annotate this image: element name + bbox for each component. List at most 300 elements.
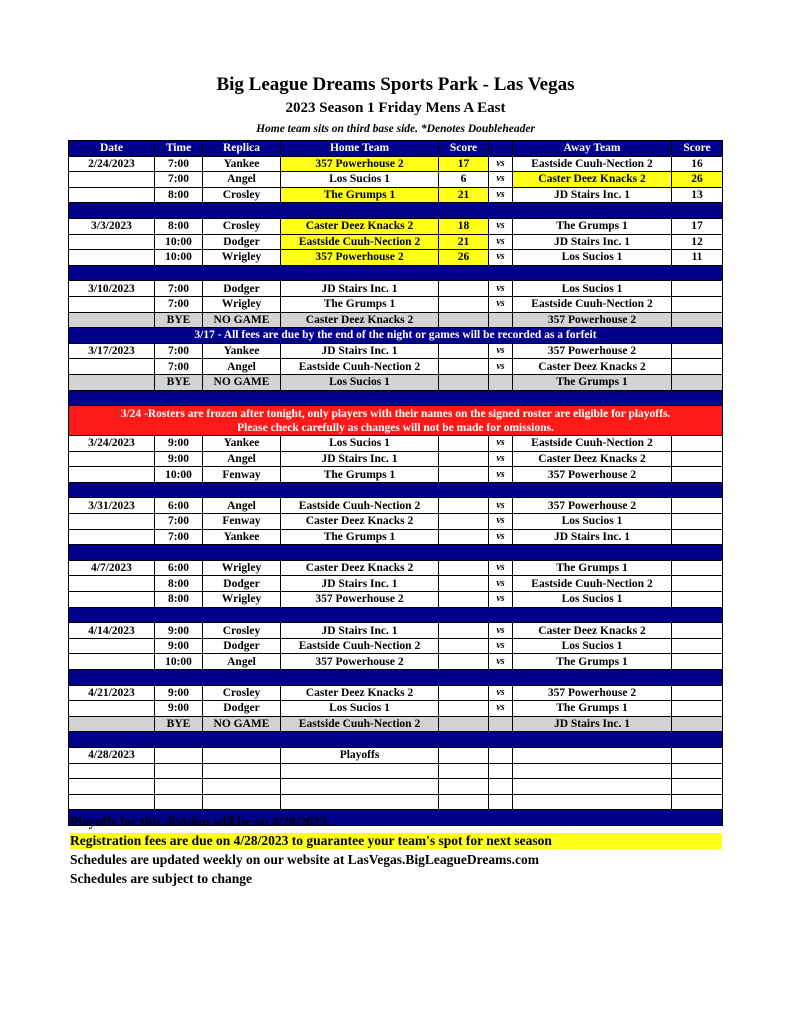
home-score-cell <box>439 592 489 608</box>
date-cell: 4/28/2023 <box>69 747 155 763</box>
home-team-cell: Eastside Cuuh-Nection 2 <box>281 716 439 732</box>
separator-cell <box>69 482 723 498</box>
separator-cell <box>69 390 723 406</box>
date-cell: 3/17/2023 <box>69 343 155 359</box>
home-score-cell <box>439 747 489 763</box>
date-cell <box>69 763 155 779</box>
vs-cell: vs <box>489 156 513 172</box>
date-cell <box>69 779 155 795</box>
away-score-cell <box>672 685 723 701</box>
vs-cell <box>489 779 513 795</box>
time-cell: 9:00 <box>155 451 203 467</box>
game-row <box>69 218 723 234</box>
time-cell: 7:00 <box>155 359 203 375</box>
date-cell <box>69 638 155 654</box>
away-team-cell: Eastside Cuuh-Nection 2 <box>513 576 672 592</box>
replica-cell: Angel <box>203 451 281 467</box>
alert-line: Please check carefully as changes will not be made for omissions. <box>237 421 554 434</box>
away-score-cell: 17 <box>672 218 723 234</box>
replica-cell: Dodger <box>203 234 281 250</box>
home-score-cell: 21 <box>439 234 489 250</box>
away-score-cell: 26 <box>672 172 723 188</box>
away-team-cell: Los Sucios 1 <box>513 592 672 608</box>
vs-cell: vs <box>489 359 513 375</box>
replica-cell: Crosley <box>203 685 281 701</box>
notice-row <box>69 328 723 344</box>
replica-cell: Dodger <box>203 701 281 717</box>
replica-cell: Dodger <box>203 638 281 654</box>
home-score-cell <box>439 763 489 779</box>
game-row <box>69 234 723 250</box>
away-team-cell: JD Stairs Inc. 1 <box>513 716 672 732</box>
time-cell: 7:00 <box>155 156 203 172</box>
home-team-cell: Caster Deez Knacks 2 <box>281 560 439 576</box>
date-cell: 3/24/2023 <box>69 436 155 452</box>
away-score-cell <box>672 654 723 670</box>
separator-cell <box>69 732 723 748</box>
home-score-cell <box>439 451 489 467</box>
away-score-cell <box>672 560 723 576</box>
bye-row <box>69 374 723 390</box>
separator-cell <box>69 670 723 686</box>
replica-cell: Crosley <box>203 218 281 234</box>
date-cell <box>69 576 155 592</box>
separator-cell <box>69 545 723 561</box>
away-team-cell: 357 Powerhouse 2 <box>513 685 672 701</box>
home-team-cell: The Grumps 1 <box>281 529 439 545</box>
replica-cell: Fenway <box>203 514 281 530</box>
home-score-cell <box>439 498 489 514</box>
home-score-cell <box>439 343 489 359</box>
column-header: Time <box>155 141 203 157</box>
home-score-cell: 6 <box>439 172 489 188</box>
footer-website: Schedules are updated weekly on our website at LasVegas.BigLeagueDreams.com <box>70 852 540 867</box>
home-score-cell <box>439 467 489 483</box>
home-team-cell: Los Sucios 1 <box>281 172 439 188</box>
away-team-cell: Los Sucios 1 <box>513 250 672 266</box>
replica-cell: Angel <box>203 654 281 670</box>
game-row <box>69 250 723 266</box>
separator-cell <box>69 203 723 219</box>
bye-row <box>69 716 723 732</box>
separator-row <box>69 732 723 748</box>
vs-cell <box>489 716 513 732</box>
time-cell: 10:00 <box>155 654 203 670</box>
away-score-cell <box>672 623 723 639</box>
footer-disclaimer: Schedules are subject to change <box>70 871 252 886</box>
away-team-cell <box>513 794 672 810</box>
away-score-cell <box>672 576 723 592</box>
home-score-cell <box>439 685 489 701</box>
vs-cell: vs <box>489 638 513 654</box>
separator-row <box>69 265 723 281</box>
time-cell: 9:00 <box>155 685 203 701</box>
away-team-cell: Eastside Cuuh-Nection 2 <box>513 296 672 312</box>
away-score-cell <box>672 779 723 795</box>
date-cell <box>69 187 155 203</box>
away-score-cell <box>672 638 723 654</box>
game-row <box>69 638 723 654</box>
away-score-cell: 13 <box>672 187 723 203</box>
home-team-cell: Eastside Cuuh-Nection 2 <box>281 638 439 654</box>
game-row <box>69 779 723 795</box>
separator-row <box>69 203 723 219</box>
date-cell: 4/14/2023 <box>69 623 155 639</box>
game-row <box>69 654 723 670</box>
time-cell: 10:00 <box>155 467 203 483</box>
vs-cell: vs <box>489 250 513 266</box>
game-row <box>69 592 723 608</box>
away-team-cell: The Grumps 1 <box>513 374 672 390</box>
vs-cell: vs <box>489 560 513 576</box>
away-team-cell: Los Sucios 1 <box>513 638 672 654</box>
date-cell <box>69 172 155 188</box>
time-cell <box>155 779 203 795</box>
date-cell <box>69 374 155 390</box>
separator-row <box>69 545 723 561</box>
away-team-cell: Caster Deez Knacks 2 <box>513 451 672 467</box>
home-score-cell <box>439 281 489 297</box>
home-score-cell <box>439 359 489 375</box>
time-cell: BYE <box>155 312 203 328</box>
replica-cell: Angel <box>203 359 281 375</box>
game-row <box>69 747 723 763</box>
time-cell: 10:00 <box>155 250 203 266</box>
date-cell <box>69 654 155 670</box>
home-score-cell <box>439 779 489 795</box>
home-team-cell: JD Stairs Inc. 1 <box>281 343 439 359</box>
vs-cell <box>489 763 513 779</box>
game-row <box>69 763 723 779</box>
date-cell: 3/3/2023 <box>69 218 155 234</box>
schedule-note: Home team sits on third base side. *Denotes Doubleheader <box>256 123 535 135</box>
home-score-cell <box>439 623 489 639</box>
away-score-cell <box>672 296 723 312</box>
away-team-cell: The Grumps 1 <box>513 654 672 670</box>
replica-cell: Wrigley <box>203 560 281 576</box>
date-cell <box>69 514 155 530</box>
game-row <box>69 281 723 297</box>
away-team-cell: Los Sucios 1 <box>513 281 672 297</box>
away-score-cell <box>672 716 723 732</box>
column-header: Away Team <box>513 141 672 157</box>
vs-cell: vs <box>489 451 513 467</box>
replica-cell <box>203 747 281 763</box>
time-cell: 7:00 <box>155 296 203 312</box>
home-score-cell <box>439 716 489 732</box>
away-team-cell <box>513 779 672 795</box>
replica-cell: Wrigley <box>203 250 281 266</box>
date-cell: 4/21/2023 <box>69 685 155 701</box>
replica-cell: Yankee <box>203 436 281 452</box>
replica-cell: Dodger <box>203 576 281 592</box>
time-cell: 8:00 <box>155 218 203 234</box>
alert-row <box>69 406 723 436</box>
column-header <box>489 141 513 157</box>
vs-cell: vs <box>489 343 513 359</box>
time-cell: 6:00 <box>155 560 203 576</box>
date-cell: 3/31/2023 <box>69 498 155 514</box>
date-cell <box>69 794 155 810</box>
date-cell <box>69 592 155 608</box>
date-cell <box>69 250 155 266</box>
vs-cell: vs <box>489 529 513 545</box>
date-cell: 4/7/2023 <box>69 560 155 576</box>
away-team-cell <box>513 763 672 779</box>
alert-cell <box>69 406 723 436</box>
home-score-cell: 26 <box>439 250 489 266</box>
home-score-cell <box>439 576 489 592</box>
away-score-cell <box>672 374 723 390</box>
away-team-cell: The Grumps 1 <box>513 218 672 234</box>
time-cell: 7:00 <box>155 172 203 188</box>
home-score-cell <box>439 638 489 654</box>
home-team-cell: Los Sucios 1 <box>281 701 439 717</box>
game-row <box>69 359 723 375</box>
time-cell <box>155 747 203 763</box>
vs-cell <box>489 747 513 763</box>
away-score-cell <box>672 592 723 608</box>
replica-cell: NO GAME <box>203 374 281 390</box>
vs-cell: vs <box>489 576 513 592</box>
away-team-cell: JD Stairs Inc. 1 <box>513 187 672 203</box>
away-score-cell <box>672 281 723 297</box>
column-header: Score <box>672 141 723 157</box>
game-row <box>69 451 723 467</box>
header-row <box>69 141 723 157</box>
date-cell <box>69 467 155 483</box>
game-row <box>69 529 723 545</box>
notice-text: 3/17 - All fees are due by the end of the night or games will be recorded as a forfeit <box>69 328 723 344</box>
column-header: Replica <box>203 141 281 157</box>
home-team-cell: 357 Powerhouse 2 <box>281 592 439 608</box>
away-team-cell <box>513 747 672 763</box>
away-team-cell: 357 Powerhouse 2 <box>513 467 672 483</box>
away-score-cell <box>672 312 723 328</box>
game-row <box>69 514 723 530</box>
away-score-cell: 12 <box>672 234 723 250</box>
home-team-cell: Caster Deez Knacks 2 <box>281 312 439 328</box>
game-row <box>69 576 723 592</box>
game-row <box>69 343 723 359</box>
date-cell <box>69 529 155 545</box>
date-cell: 3/10/2023 <box>69 281 155 297</box>
game-row <box>69 296 723 312</box>
away-team-cell: 357 Powerhouse 2 <box>513 498 672 514</box>
away-score-cell <box>672 498 723 514</box>
home-team-cell: The Grumps 1 <box>281 467 439 483</box>
separator-row <box>69 482 723 498</box>
vs-cell: vs <box>489 685 513 701</box>
home-score-cell: 18 <box>439 218 489 234</box>
home-team-cell: JD Stairs Inc. 1 <box>281 451 439 467</box>
home-team-cell <box>281 763 439 779</box>
game-row <box>69 701 723 717</box>
away-score-cell <box>672 359 723 375</box>
time-cell <box>155 763 203 779</box>
home-score-cell <box>439 560 489 576</box>
date-cell <box>69 312 155 328</box>
separator-row <box>69 390 723 406</box>
home-team-cell: Los Sucios 1 <box>281 374 439 390</box>
home-score-cell <box>439 794 489 810</box>
replica-cell: Yankee <box>203 343 281 359</box>
vs-cell: vs <box>489 436 513 452</box>
replica-cell: Wrigley <box>203 296 281 312</box>
home-team-cell: Los Sucios 1 <box>281 436 439 452</box>
game-row <box>69 560 723 576</box>
home-team-cell: JD Stairs Inc. 1 <box>281 281 439 297</box>
vs-cell: vs <box>489 592 513 608</box>
vs-cell: vs <box>489 467 513 483</box>
time-cell: 6:00 <box>155 498 203 514</box>
vs-cell <box>489 312 513 328</box>
away-score-cell <box>672 451 723 467</box>
home-team-cell: Eastside Cuuh-Nection 2 <box>281 359 439 375</box>
column-header: Date <box>69 141 155 157</box>
game-row <box>69 685 723 701</box>
home-score-cell: 21 <box>439 187 489 203</box>
separator-row <box>69 607 723 623</box>
home-score-cell <box>439 514 489 530</box>
home-team-cell: Caster Deez Knacks 2 <box>281 685 439 701</box>
replica-cell: Yankee <box>203 529 281 545</box>
home-score-cell <box>439 654 489 670</box>
time-cell: 7:00 <box>155 529 203 545</box>
away-team-cell: The Grumps 1 <box>513 560 672 576</box>
game-row <box>69 794 723 810</box>
alert-line: 3/24 -Rosters are frozen after tonight, only players with their names on the signed roster are eligible for playoffs. <box>120 407 671 420</box>
replica-cell: NO GAME <box>203 716 281 732</box>
away-score-cell: 16 <box>672 156 723 172</box>
home-team-cell: 357 Powerhouse 2 <box>281 250 439 266</box>
separator-cell <box>69 607 723 623</box>
time-cell: 8:00 <box>155 187 203 203</box>
away-team-cell: JD Stairs Inc. 1 <box>513 234 672 250</box>
time-cell: 10:00 <box>155 234 203 250</box>
time-cell: 8:00 <box>155 576 203 592</box>
away-team-cell: Los Sucios 1 <box>513 514 672 530</box>
home-team-cell: JD Stairs Inc. 1 <box>281 623 439 639</box>
game-row <box>69 436 723 452</box>
replica-cell: Yankee <box>203 156 281 172</box>
date-cell <box>69 296 155 312</box>
away-score-cell <box>672 467 723 483</box>
away-score-cell <box>672 529 723 545</box>
home-team-cell: Eastside Cuuh-Nection 2 <box>281 234 439 250</box>
game-row <box>69 498 723 514</box>
game-row <box>69 467 723 483</box>
away-score-cell <box>672 701 723 717</box>
replica-cell: NO GAME <box>203 312 281 328</box>
time-cell: 9:00 <box>155 436 203 452</box>
time-cell: 9:00 <box>155 638 203 654</box>
replica-cell: Angel <box>203 172 281 188</box>
home-team-cell: The Grumps 1 <box>281 296 439 312</box>
vs-cell <box>489 374 513 390</box>
column-header: Score <box>439 141 489 157</box>
date-cell <box>69 451 155 467</box>
home-score-cell <box>439 701 489 717</box>
game-row <box>69 156 723 172</box>
vs-cell: vs <box>489 296 513 312</box>
vs-cell: vs <box>489 514 513 530</box>
time-cell: 7:00 <box>155 514 203 530</box>
home-team-cell: JD Stairs Inc. 1 <box>281 576 439 592</box>
schedule-table <box>68 140 723 826</box>
vs-cell: vs <box>489 654 513 670</box>
home-score-cell <box>439 374 489 390</box>
time-cell: 9:00 <box>155 623 203 639</box>
time-cell: BYE <box>155 374 203 390</box>
column-header: Home Team <box>281 141 439 157</box>
replica-cell <box>203 779 281 795</box>
replica-cell: Crosley <box>203 623 281 639</box>
home-team-cell: Playoffs <box>281 747 439 763</box>
away-score-cell <box>672 514 723 530</box>
away-team-cell: 357 Powerhouse 2 <box>513 343 672 359</box>
date-cell: 2/24/2023 <box>69 156 155 172</box>
home-team-cell: 357 Powerhouse 2 <box>281 156 439 172</box>
vs-cell: vs <box>489 701 513 717</box>
home-score-cell <box>439 436 489 452</box>
away-score-cell <box>672 343 723 359</box>
away-team-cell: JD Stairs Inc. 1 <box>513 529 672 545</box>
home-score-cell: 17 <box>439 156 489 172</box>
replica-cell <box>203 763 281 779</box>
game-row <box>69 623 723 639</box>
game-row <box>69 187 723 203</box>
away-score-cell <box>672 794 723 810</box>
home-team-cell: Caster Deez Knacks 2 <box>281 218 439 234</box>
replica-cell: Fenway <box>203 467 281 483</box>
away-score-cell <box>672 436 723 452</box>
home-team-cell: Eastside Cuuh-Nection 2 <box>281 498 439 514</box>
time-cell: BYE <box>155 716 203 732</box>
footer-registration: Registration fees are due on 4/28/2023 to guarantee your team's spot for next season <box>70 833 722 849</box>
away-team-cell: The Grumps 1 <box>513 701 672 717</box>
away-score-cell <box>672 763 723 779</box>
game-row <box>69 172 723 188</box>
away-team-cell: 357 Powerhouse 2 <box>513 312 672 328</box>
time-cell: 8:00 <box>155 592 203 608</box>
replica-cell: Dodger <box>203 281 281 297</box>
home-score-cell <box>439 312 489 328</box>
vs-cell: vs <box>489 187 513 203</box>
home-team-cell: Caster Deez Knacks 2 <box>281 514 439 530</box>
vs-cell: vs <box>489 218 513 234</box>
away-score-cell: 11 <box>672 250 723 266</box>
away-score-cell <box>672 747 723 763</box>
home-team-cell <box>281 794 439 810</box>
time-cell: 7:00 <box>155 281 203 297</box>
date-cell <box>69 716 155 732</box>
replica-cell: Angel <box>203 498 281 514</box>
home-team-cell <box>281 779 439 795</box>
footer-playoffs: Playoffs for this division will be on 4/28/2023. <box>70 814 331 829</box>
away-team-cell: Caster Deez Knacks 2 <box>513 623 672 639</box>
time-cell: 7:00 <box>155 343 203 359</box>
separator-cell <box>69 265 723 281</box>
date-cell <box>69 701 155 717</box>
vs-cell: vs <box>489 498 513 514</box>
vs-cell: vs <box>489 172 513 188</box>
away-team-cell: Eastside Cuuh-Nection 2 <box>513 436 672 452</box>
time-cell: 9:00 <box>155 701 203 717</box>
replica-cell: Crosley <box>203 187 281 203</box>
vs-cell <box>489 794 513 810</box>
date-cell <box>69 234 155 250</box>
